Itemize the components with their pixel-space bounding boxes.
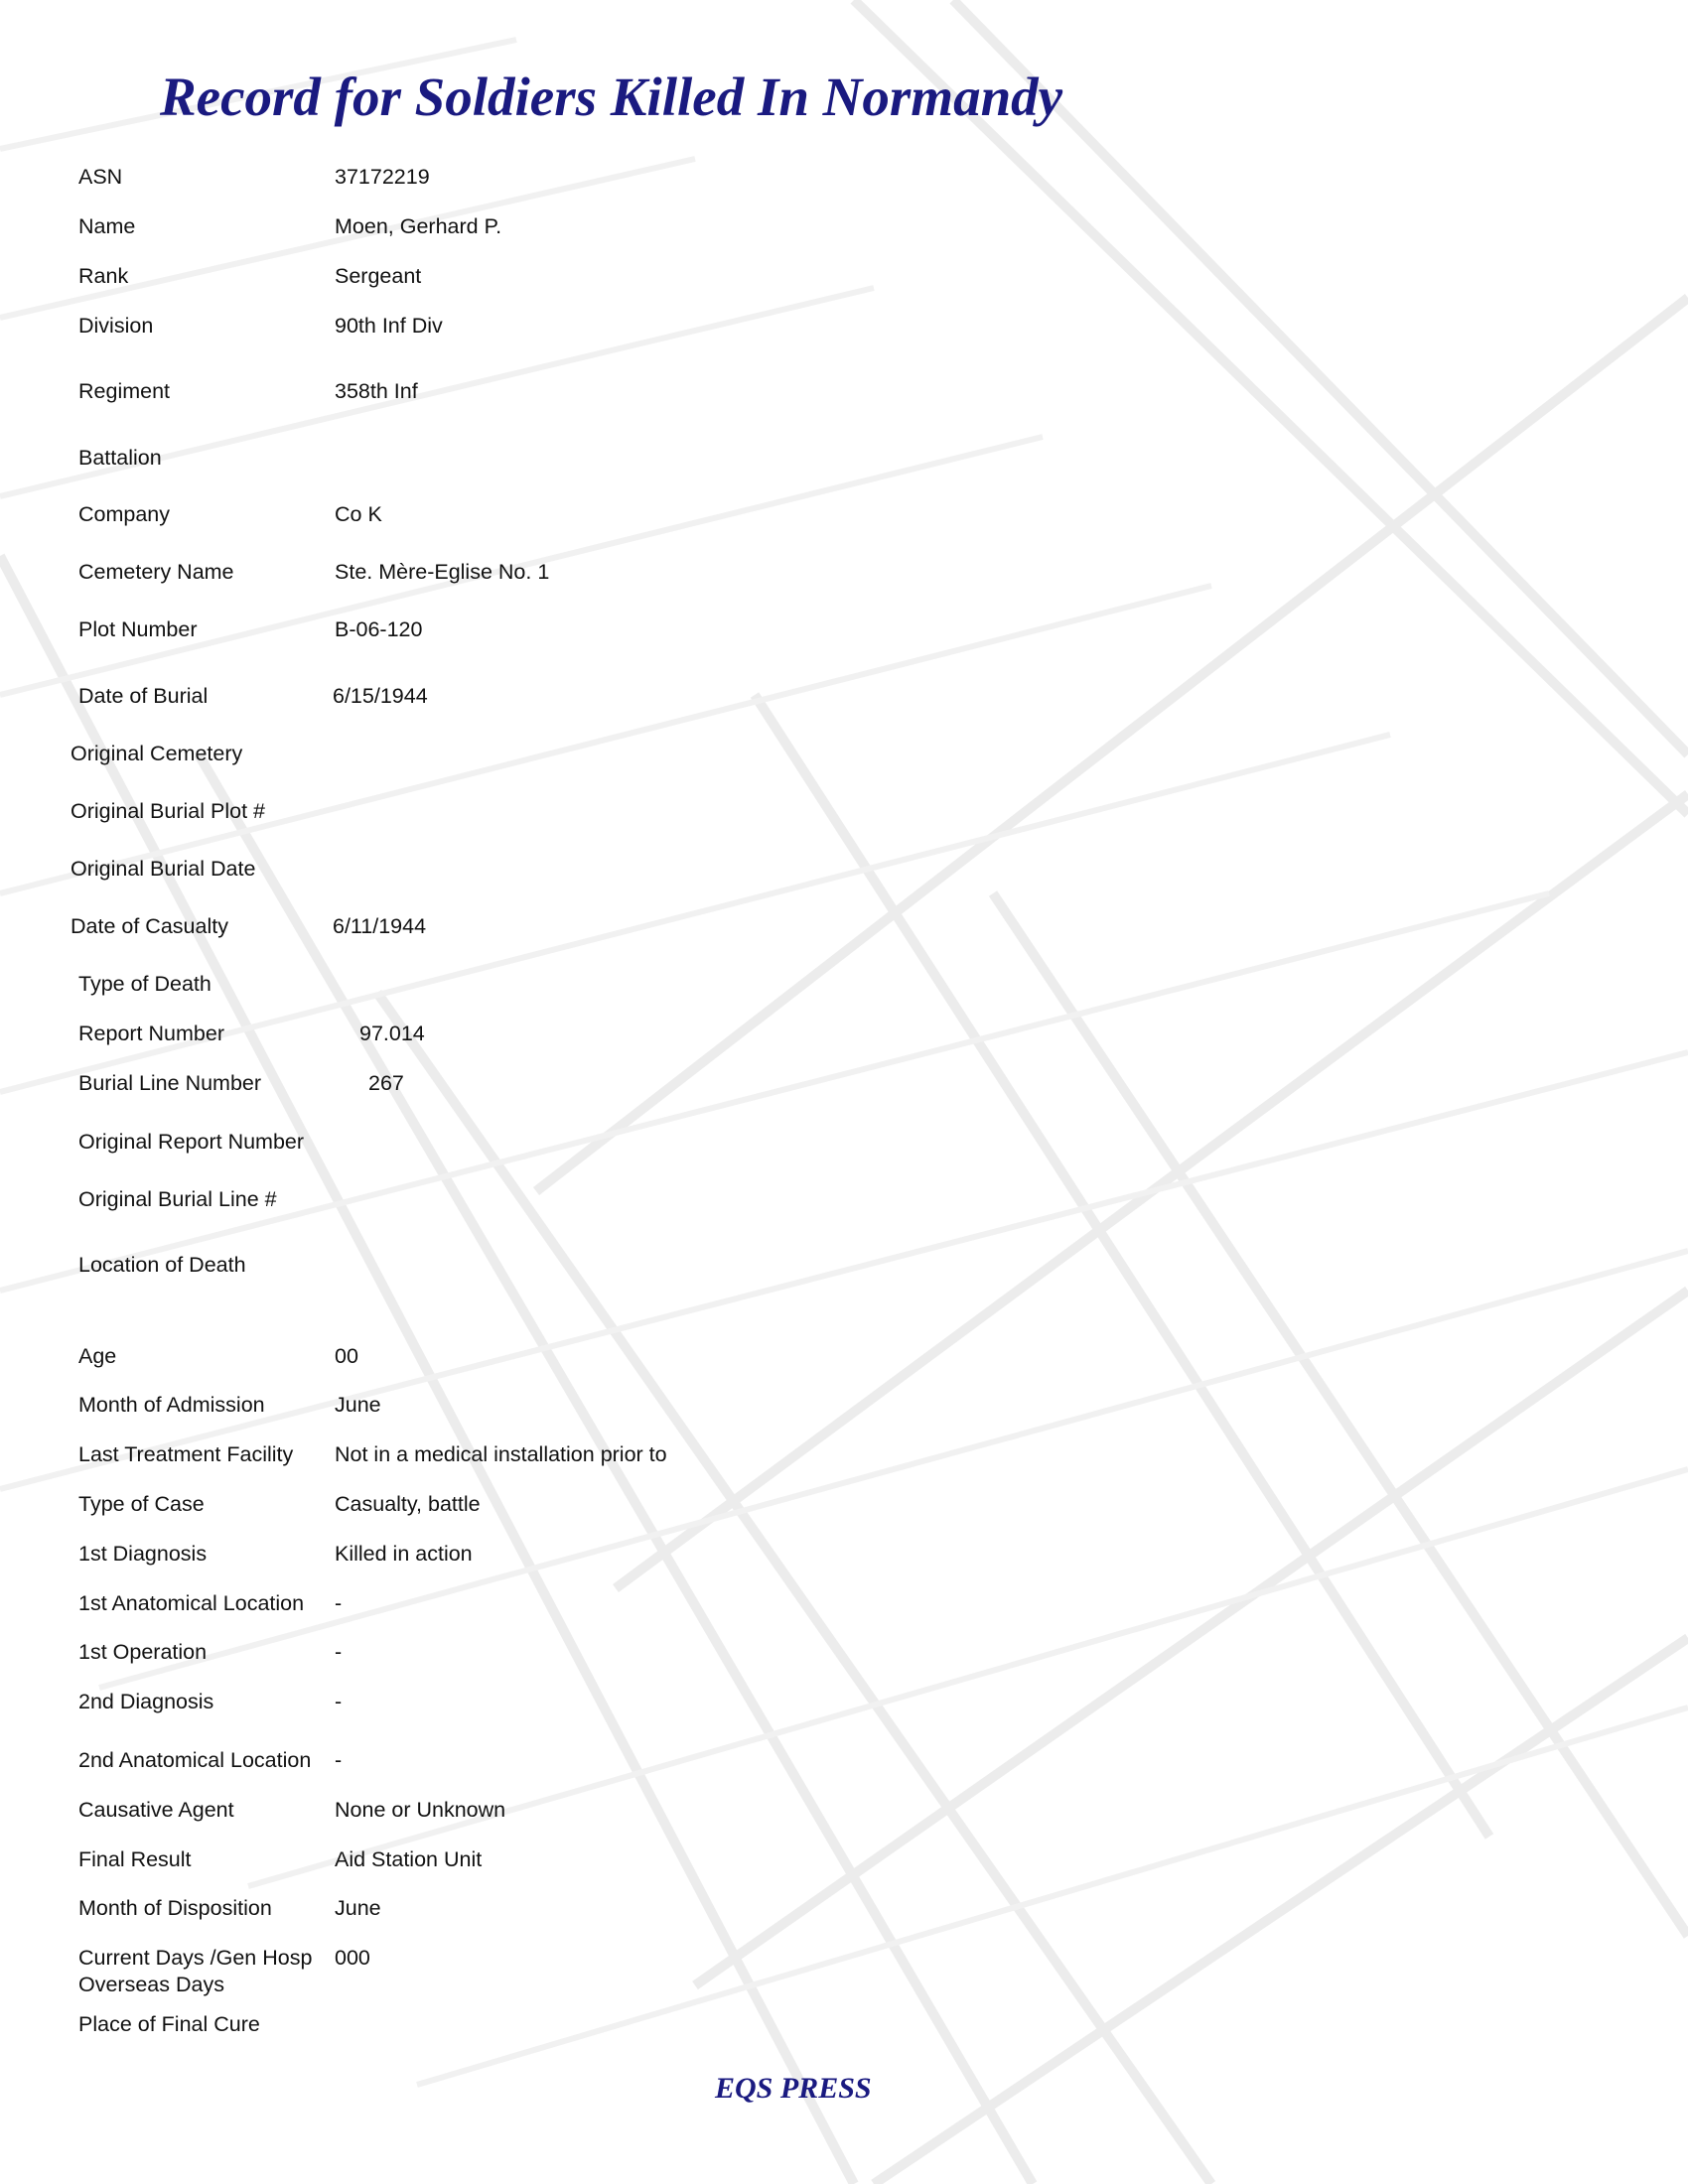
field-label: Battalion (78, 446, 162, 470)
field-row-original-burial-date (0, 856, 1688, 887)
field-label: 2nd Diagnosis (78, 1690, 214, 1713)
field-value: Co K (335, 502, 382, 526)
field-row-original-burial-plot (0, 798, 1688, 830)
field-row-month-of-disposition (0, 1895, 1688, 1927)
field-row-month-of-admission (0, 1392, 1688, 1424)
field-label: 1st Operation (78, 1640, 208, 1664)
field-row-last-treatment-facility (0, 1441, 1688, 1473)
field-value: June (335, 1393, 381, 1417)
field-label: Type of Case (78, 1492, 205, 1516)
field-label: Month of Admission (78, 1393, 265, 1417)
field-row-2nd-anatomical-location (0, 1747, 1688, 1779)
field-value: - (335, 1748, 343, 1772)
field-value: 37172219 (335, 165, 430, 189)
field-value: 6/11/1944 (333, 914, 427, 938)
field-row-cemetery-name (0, 559, 1688, 591)
field-row-plot-number (0, 616, 1688, 648)
field-label: Regiment (78, 379, 171, 403)
field-row-causative-agent (0, 1797, 1688, 1829)
field-value: Casualty, battle (335, 1492, 481, 1516)
field-label: Original Burial Line # (78, 1187, 277, 1211)
field-label: Plot Number (78, 617, 198, 641)
field-value: 00 (335, 1344, 358, 1368)
field-row-company (0, 501, 1688, 533)
field-label: Report Number (78, 1022, 224, 1045)
field-row-2nd-diagnosis (0, 1689, 1688, 1720)
field-label: 1st Diagnosis (78, 1542, 208, 1566)
field-row-overseas-days (0, 1972, 1688, 2003)
field-row-type-of-case (0, 1491, 1688, 1523)
field-row-burial-line-number (0, 1070, 1688, 1102)
field-label: Division (78, 314, 154, 338)
field-row-name (0, 213, 1688, 245)
field-row-location-of-death (0, 1252, 1688, 1284)
field-value: - (335, 1690, 343, 1713)
field-row-1st-anatomical-location (0, 1590, 1688, 1622)
field-row-original-report-number (0, 1129, 1688, 1160)
field-value: Aid Station Unit (335, 1847, 483, 1871)
field-label: Date of Casualty (70, 914, 228, 938)
field-label: Company (78, 502, 171, 526)
field-row-battalion (0, 445, 1688, 477)
field-row-report-number (0, 1021, 1688, 1052)
field-value: None or Unknown (335, 1798, 506, 1822)
field-label: 1st Anatomical Location (78, 1591, 305, 1615)
field-row-type-of-death (0, 971, 1688, 1003)
field-label: Causative Agent (78, 1798, 234, 1822)
field-row-age (0, 1343, 1688, 1375)
field-label: Date of Burial (78, 684, 209, 708)
field-value: Moen, Gerhard P. (335, 214, 502, 238)
field-value: Not in a medical installation prior to (335, 1442, 667, 1466)
field-label: Final Result (78, 1847, 192, 1871)
field-value: June (335, 1896, 381, 1920)
field-row-original-burial-line (0, 1186, 1688, 1218)
field-value: 358th Inf (335, 379, 418, 403)
field-value: Ste. Mère-Eglise No. 1 (335, 560, 550, 584)
field-label: Age (78, 1344, 117, 1368)
field-row-final-result (0, 1846, 1688, 1878)
field-row-date-of-casualty (0, 913, 1688, 945)
footer-publisher: EQS PRESS (715, 2072, 872, 2105)
field-value: 6/15/1944 (333, 684, 428, 708)
field-value: 267 (368, 1071, 404, 1095)
page-title: Record for Soldiers Killed In Normandy (160, 67, 1063, 127)
field-value: - (335, 1591, 343, 1615)
field-value: Killed in action (335, 1542, 473, 1566)
field-label: ASN (78, 165, 123, 189)
field-row-division (0, 313, 1688, 344)
field-value: Sergeant (335, 264, 422, 288)
field-row-place-of-final-cure (0, 2011, 1688, 2043)
field-label: Original Burial Plot # (70, 799, 265, 823)
field-value: - (335, 1640, 343, 1664)
field-label: Rank (78, 264, 129, 288)
field-row-rank (0, 263, 1688, 295)
field-label: Cemetery Name (78, 560, 234, 584)
field-value: 000 (335, 1946, 370, 1970)
field-label: Month of Disposition (78, 1896, 272, 1920)
field-label: Last Treatment Facility (78, 1442, 294, 1466)
field-value: 90th Inf Div (335, 314, 443, 338)
field-label: Place of Final Cure (78, 2012, 260, 2036)
field-row-date-of-burial (0, 683, 1688, 715)
field-label: Original Cemetery (70, 742, 243, 765)
field-label: 2nd Anatomical Location (78, 1748, 312, 1772)
field-value: 97.014 (359, 1022, 425, 1045)
field-row-regiment (0, 378, 1688, 410)
field-row-asn (0, 164, 1688, 196)
field-label: Burial Line Number (78, 1071, 262, 1095)
field-label: Original Report Number (78, 1130, 305, 1154)
field-row-1st-operation (0, 1639, 1688, 1671)
field-value: B-06-120 (335, 617, 423, 641)
field-label: Original Burial Date (70, 857, 256, 881)
field-label: Type of Death (78, 972, 211, 996)
field-label: Name (78, 214, 136, 238)
field-label: Location of Death (78, 1253, 246, 1277)
field-label: Overseas Days (78, 1973, 224, 1996)
field-row-original-cemetery (0, 741, 1688, 772)
field-row-1st-diagnosis (0, 1541, 1688, 1572)
field-label: Current Days /Gen Hosp (78, 1946, 313, 1970)
